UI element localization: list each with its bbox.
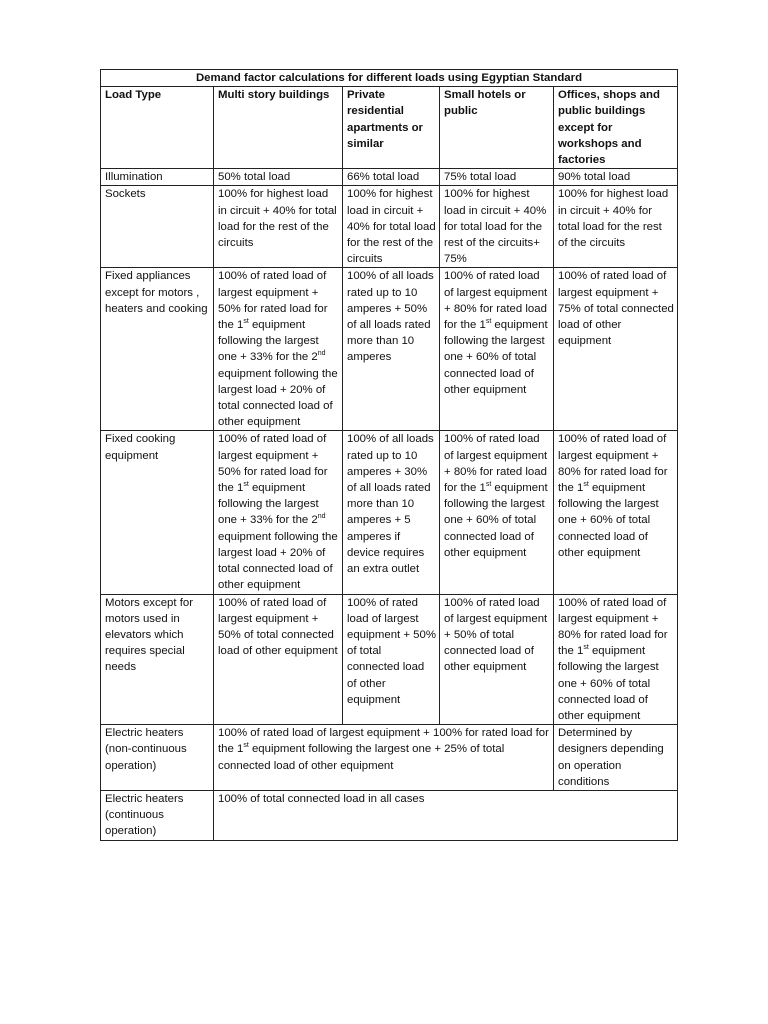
- table-title: Demand factor calculations for different loads using Egyptian Standard: [101, 70, 678, 87]
- cell-offices-shops: 100% of rated load of largest equipment + 80% for rated load for the 1st equipment following the largest one + 60% of total connected load of other equipment: [554, 431, 678, 594]
- cell-multi-story: 50% total load: [214, 169, 343, 186]
- cell-private-residential: 100% for highest load in circuit + 40% for total load for the rest of the circuits: [343, 186, 440, 268]
- cell-private-residential: 100% of rated load of largest equipment + 50% of total connected load of other equipment: [343, 594, 440, 725]
- header-multi-story: Multi story buildings: [214, 87, 343, 169]
- header-offices-shops: Offices, shops and public buildings except for workshops and factories: [554, 87, 678, 169]
- cell-multi-story: 100% of rated load of largest equipment + 50% for rated load for the 1st equipment following the largest one + 33% for the 2nd equipment following the largest load + 20% of total connected load of other equipment: [214, 268, 343, 431]
- cell-merged-all: 100% of total connected load in all cases: [214, 790, 678, 840]
- cell-small-hotels: 100% of rated load of largest equipment + 80% for rated load for the 1st equipment following the largest one + 60% of total connected load of other equipment: [440, 431, 554, 594]
- cell-load-type: Electric heaters (continuous operation): [101, 790, 214, 840]
- cell-multi-story: 100% of rated load of largest equipment + 50% for rated load for the 1st equipment following the largest one + 33% for the 2nd equipment following the largest load + 20% of total connected load of other equipment: [214, 431, 343, 594]
- cell-private-residential: 100% of all loads rated up to 10 amperes + 30% of all loads rated more than 10 amperes + 5 amperes if device requires an extra outlet: [343, 431, 440, 594]
- cell-small-hotels: 100% of rated load of largest equipment + 80% for rated load for the 1st equipment following the largest one + 60% of total connected load of other equipment: [440, 268, 554, 431]
- header-load-type: Load Type: [101, 87, 214, 169]
- cell-private-residential: 100% of all loads rated up to 10 amperes + 50% of all loads rated more than 10 amperes: [343, 268, 440, 431]
- cell-load-type: Electric heaters (non-continuous operation): [101, 725, 214, 791]
- cell-small-hotels: 75% total load: [440, 169, 554, 186]
- demand-factor-table: [100, 69, 678, 841]
- table-row: [101, 431, 678, 594]
- title-row: [101, 70, 678, 87]
- cell-offices-shops: Determined by designers depending on operation conditions: [554, 725, 678, 791]
- header-row: [101, 87, 678, 169]
- table-row: [101, 790, 678, 840]
- cell-multi-story: 100% for highest load in circuit + 40% for total load for the rest of the circuits: [214, 186, 343, 268]
- cell-offices-shops: 100% for highest load in circuit + 40% for total load for the rest of the circuits: [554, 186, 678, 268]
- table-row: [101, 186, 678, 268]
- table-row: [101, 594, 678, 725]
- table-row: [101, 725, 678, 791]
- table-row: [101, 169, 678, 186]
- table-row: [101, 268, 678, 431]
- header-small-hotels: Small hotels or public: [440, 87, 554, 169]
- cell-load-type: Fixed cooking equipment: [101, 431, 214, 594]
- cell-load-type: Fixed appliances except for motors , heaters and cooking: [101, 268, 214, 431]
- cell-multi-story: 100% of rated load of largest equipment + 50% of total connected load of other equipment: [214, 594, 343, 725]
- cell-load-type: Motors except for motors used in elevators which requires special needs: [101, 594, 214, 725]
- cell-offices-shops: 90% total load: [554, 169, 678, 186]
- cell-offices-shops: 100% of rated load of largest equipment + 80% for rated load for the 1st equipment following the largest one + 60% of total connected load of other equipment: [554, 594, 678, 725]
- cell-load-type: Illumination: [101, 169, 214, 186]
- cell-offices-shops: 100% of rated load of largest equipment + 75% of total connected load of other equipment: [554, 268, 678, 431]
- cell-load-type: Sockets: [101, 186, 214, 268]
- cell-small-hotels: 100% of rated load of largest equipment + 50% of total connected load of other equipment: [440, 594, 554, 725]
- cell-small-hotels: 100% for highest load in circuit + 40% for total load for the rest of the circuits+ 75%: [440, 186, 554, 268]
- cell-merged-first-three: 100% of rated load of largest equipment + 100% for rated load for the 1st equipment following the largest one + 25% of total connected load of other equipment: [214, 725, 554, 791]
- header-private-residential: Private residential apartments or similar: [343, 87, 440, 169]
- cell-private-residential: 66% total load: [343, 169, 440, 186]
